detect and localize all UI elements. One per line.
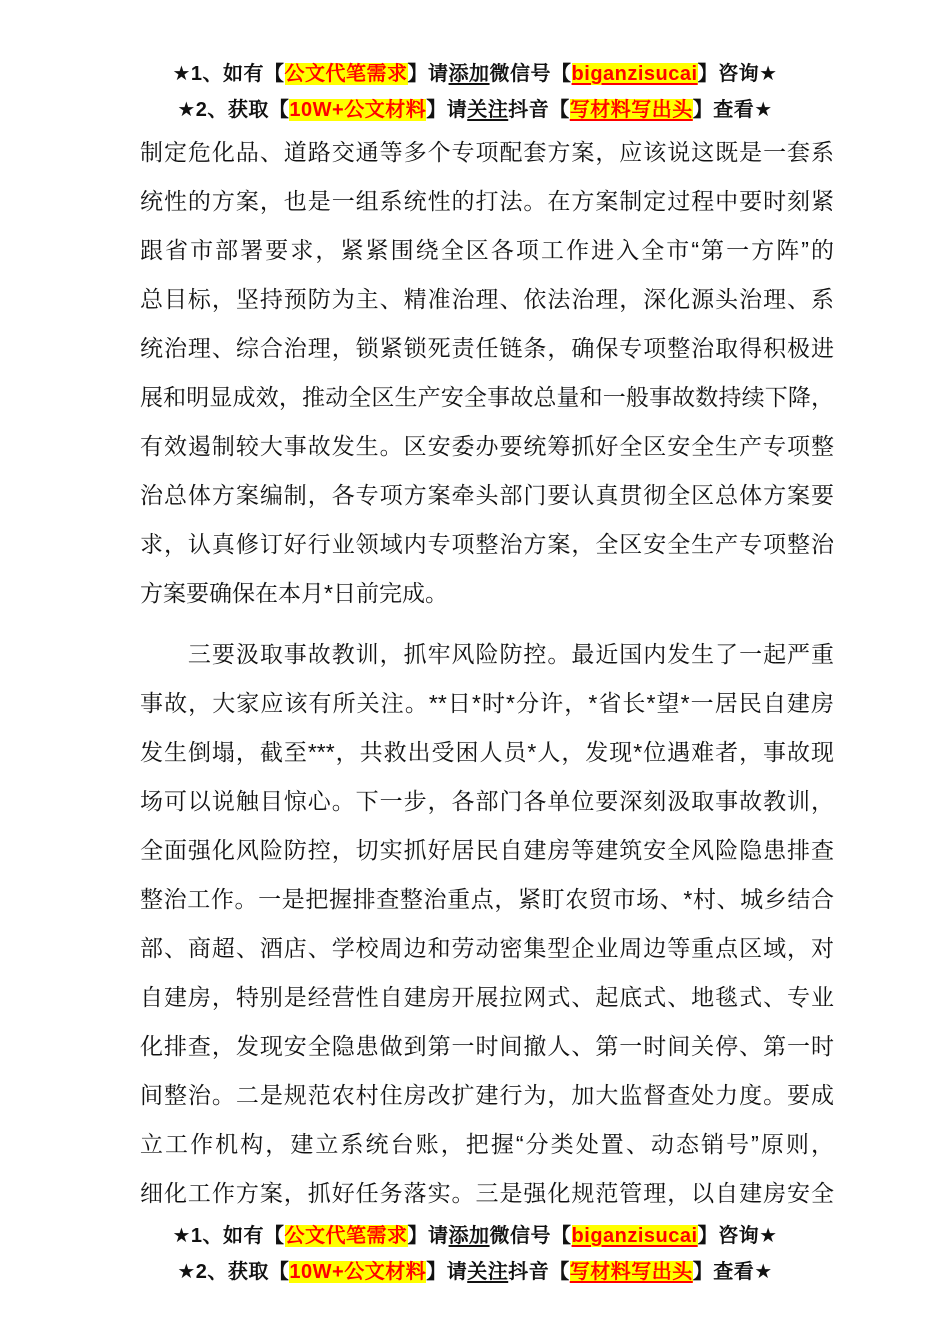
body-text-line: 统治理、综合治理，锁紧锁死责任链条，确保专项整治取得积极进 xyxy=(140,335,834,361)
banner2-prefix: ★2、获取【 xyxy=(177,1261,290,1283)
body-text-line: 治总体方案编制，各专项方案牵头部门要认真贯彻全区总体方案要 xyxy=(140,482,834,508)
banner2-suffix: 】查看★ xyxy=(692,1261,773,1283)
banner-line2 xyxy=(0,92,950,128)
body-text-line: 立工作机构，建立系统台账，把握“分类处置、动态销号”原则， xyxy=(140,1131,834,1157)
body-text-line: 跟省市部署要求，紧紧围绕全区各项工作进入全市“第一方阵”的 xyxy=(140,237,834,263)
body-text-line: 整治工作。一是把握排查整治重点，紧盯农贸市场、*村、城乡结合 xyxy=(140,886,834,912)
body-text-line: 有效遏制较大事故发生。区安委办要统筹抓好全区安全生产专项整 xyxy=(140,433,834,459)
header-promo-banner xyxy=(0,56,950,128)
banner-line1 xyxy=(0,1218,950,1254)
body-text-line: 自建房，特别是经营性自建房开展拉网式、起底式、地毯式、专业 xyxy=(140,984,834,1010)
body-text-line: 三要汲取事故教训，抓牢风险防控。最近国内发生了一起严重 xyxy=(140,641,834,667)
banner-line1 xyxy=(0,56,950,92)
body-text-line: 化排查，发现安全隐患做到第一时间撤人、第一时间关停、第一时 xyxy=(140,1033,834,1059)
banner2-action-follow: 关注 xyxy=(467,1261,509,1283)
body-text-line: 方案要确保在本月*日前完成。 xyxy=(140,580,448,606)
banner2-mid2: 抖音【 xyxy=(508,1261,570,1283)
banner1-wechat-id: biganzisucai xyxy=(571,1225,698,1247)
banner2-mid1: 】请 xyxy=(426,1261,468,1283)
banner2-mid1: 】请 xyxy=(426,99,468,121)
banner2-keyword: 10W+公文材料 xyxy=(289,99,427,121)
banner2-suffix: 】查看★ xyxy=(692,99,773,121)
body-text-line: 发生倒塌，截至***，共救出受困人员*人，发现*位遇难者，事故现 xyxy=(140,739,834,765)
banner-line2 xyxy=(0,1254,950,1290)
document-body xyxy=(140,128,834,1218)
banner1-mid1: 】请 xyxy=(407,1225,449,1247)
body-text-line: 部、商超、酒店、学校周边和劳动密集型企业周边等重点区域，对 xyxy=(140,935,834,961)
body-text-line: 间整治。二是规范农村住房改扩建行为，加大监督查处力度。要成 xyxy=(140,1082,834,1108)
paragraph-1 xyxy=(140,128,834,618)
banner1-mid2: 微信号【 xyxy=(489,1225,572,1247)
body-text-line: 细化工作方案，抓好任务落实。三是强化规范管理，以自建房安全 xyxy=(140,1180,834,1206)
banner1-suffix: 】咨询★ xyxy=(697,63,778,85)
paragraph-2 xyxy=(140,630,834,1218)
body-text-line: 统性的方案，也是一组系统性的打法。在方案制定过程中要时刻紧 xyxy=(140,188,834,214)
banner1-wechat-id: biganzisucai xyxy=(571,63,698,85)
banner2-keyword: 10W+公文材料 xyxy=(289,1261,427,1283)
body-text-line: 场可以说触目惊心。下一步，各部门各单位要深刻汲取事故教训， xyxy=(140,788,834,814)
banner2-douyin-account: 写材料写出头 xyxy=(569,99,693,121)
banner1-keyword: 公文代笔需求 xyxy=(284,1225,408,1247)
banner1-mid1: 】请 xyxy=(407,63,449,85)
banner1-keyword: 公文代笔需求 xyxy=(284,63,408,85)
body-text-line: 事故，大家应该有所关注。**日*时*分许，*省长*望*一居民自建房 xyxy=(140,690,834,716)
banner1-suffix: 】咨询★ xyxy=(697,1225,778,1247)
banner2-action-follow: 关注 xyxy=(467,99,509,121)
banner2-douyin-account: 写材料写出头 xyxy=(569,1261,693,1283)
banner1-action-add: 添加 xyxy=(448,63,490,85)
body-text-line: 全面强化风险防控，切实抓好居民自建房等建筑安全风险隐患排查 xyxy=(140,837,834,863)
body-text-line: 求，认真修订好行业领域内专项整治方案，全区安全生产专项整治 xyxy=(140,531,834,557)
body-text-line: 总目标，坚持预防为主、精准治理、依法治理，深化源头治理、系 xyxy=(140,286,834,312)
banner2-prefix: ★2、获取【 xyxy=(177,99,290,121)
banner1-mid2: 微信号【 xyxy=(489,63,572,85)
body-text-line: 制定危化品、道路交通等多个专项配套方案，应该说这既是一套系 xyxy=(140,139,834,165)
footer-promo-banner xyxy=(0,1218,950,1290)
banner1-prefix: ★1、如有【 xyxy=(172,1225,285,1247)
banner1-prefix: ★1、如有【 xyxy=(172,63,285,85)
banner1-action-add: 添加 xyxy=(448,1225,490,1247)
banner2-mid2: 抖音【 xyxy=(508,99,570,121)
body-text-line: 展和明显成效，推动全区生产安全事故总量和一般事故数持续下降， xyxy=(140,384,834,410)
